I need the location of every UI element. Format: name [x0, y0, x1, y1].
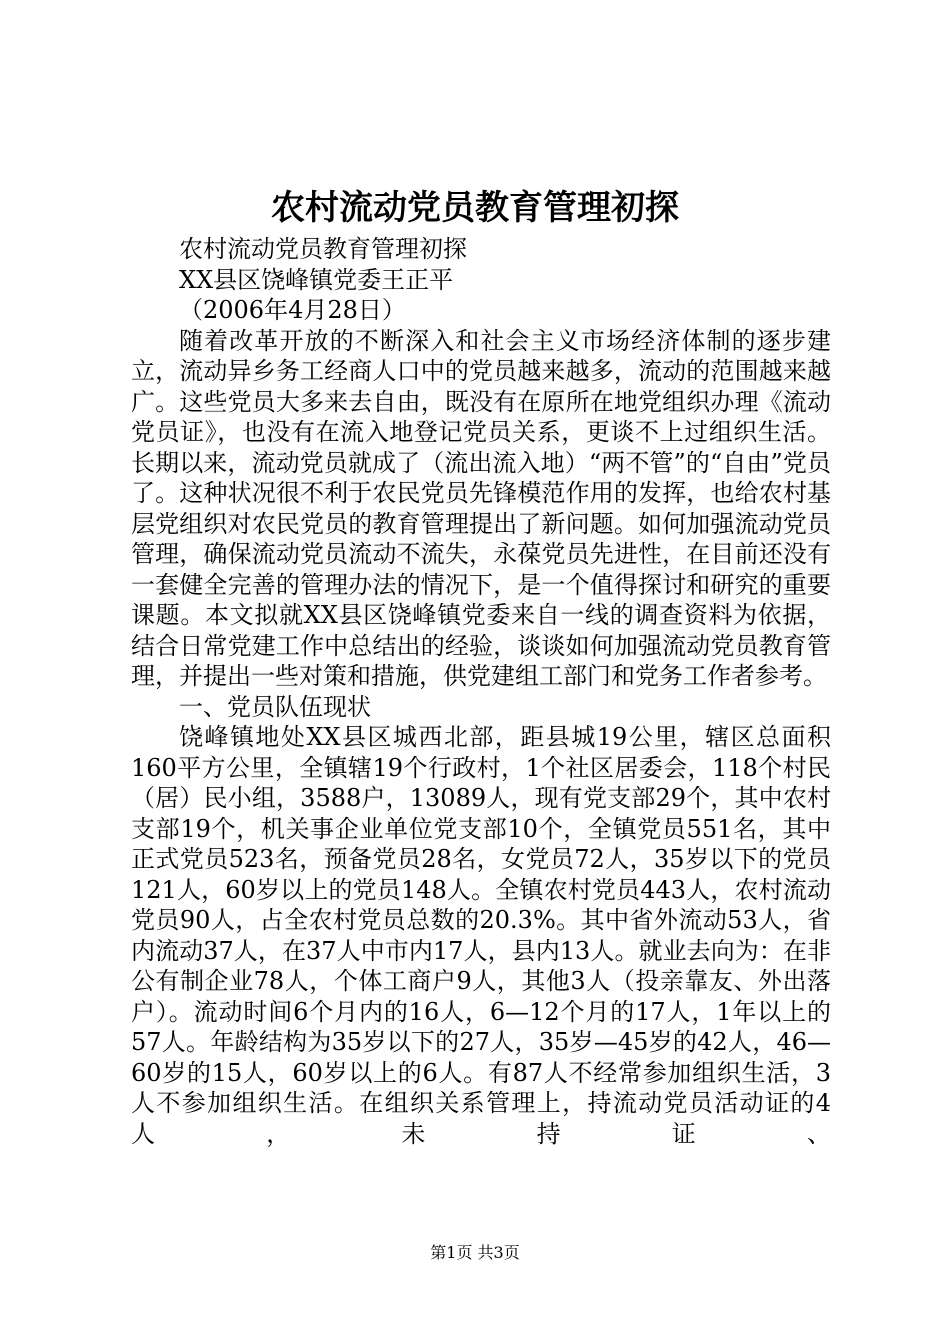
paragraph-date: （2006年4月28日） [179, 296, 406, 324]
document-body [131, 234, 831, 1149]
section-heading: 一、党员队伍现状 [179, 692, 371, 721]
document-title: 农村流动党员教育管理初探 [271, 188, 679, 228]
page-footer: 第1页 共3页 [430, 1243, 520, 1262]
paragraph-author: XX县区饶峰镇党委王正平 [179, 265, 454, 294]
paragraph-intro: 随着改革开放的不断深入和社会主义市场经济体制的逐步建立，流动异乡务工经商人口中的党员越来越多，流动的范围越来越广。这些党员大多来去自由，既没有在原所在地党组织办理《流动党员证》，也没有在流入地登记党员关系，更谈不上过组织生活。长期以来，流动党员就成了（流出流入地）“两不管”的“自由”党员了。这种状况很不利于农民党员先锋模范作用的发挥，也给农村基层党组织对农民党员的教育管理提出了新问题。如何加强流动党员管理，确保流动党员流动不流失，永葆党员先进性，在目前还没有一套健全完善的管理办法的情况下，是一个值得探讨和研究的重要课题。本文拟就XX县区饶峰镇党委来自一线的调查资料为依据，结合日常党建工作中总结出的经验，谈谈如何加强流动党员教育管理，并提出一些对策和措施，供党建组工部门和党务工作者参考。 [131, 326, 831, 690]
paragraph-status: 饶峰镇地处XX县区城西北部，距县城19公里，辖区总面积160平方公里，全镇辖19个行政村，1个社区居委会，118个村民（居）民小组，3588户，13089人，现有党支部29个，其中农村支部19个，机关事企业单位党支部10个，全镇党员551名，其中正式党员523名，预备党员28名，女党员72人，35岁以下的党员121人，60岁以上的党员148人。全镇农村党员443人，农村流动党员90人，占全农村党员总数的20.3%。其中省外流动53人，省内流动37人，在37人中市内17人，县内13人。就业去向为：在非公有制企业78人，个体工商户9人，其他3人（投亲靠友、外出落户）。流动时间6个月内的16人，6—12个月的17人，1年以上的57人。年龄结构为35岁以下的27人，35岁—45岁的42人，46—60岁的15人，60岁以上的6人。有87人不经常参加组织生活，3人不参加组织生活。在组织关系管理上，持流动党员活动证的4人，未持证、 [131, 723, 831, 1148]
paragraph-heading: 农村流动党员教育管理初探 [179, 235, 467, 263]
